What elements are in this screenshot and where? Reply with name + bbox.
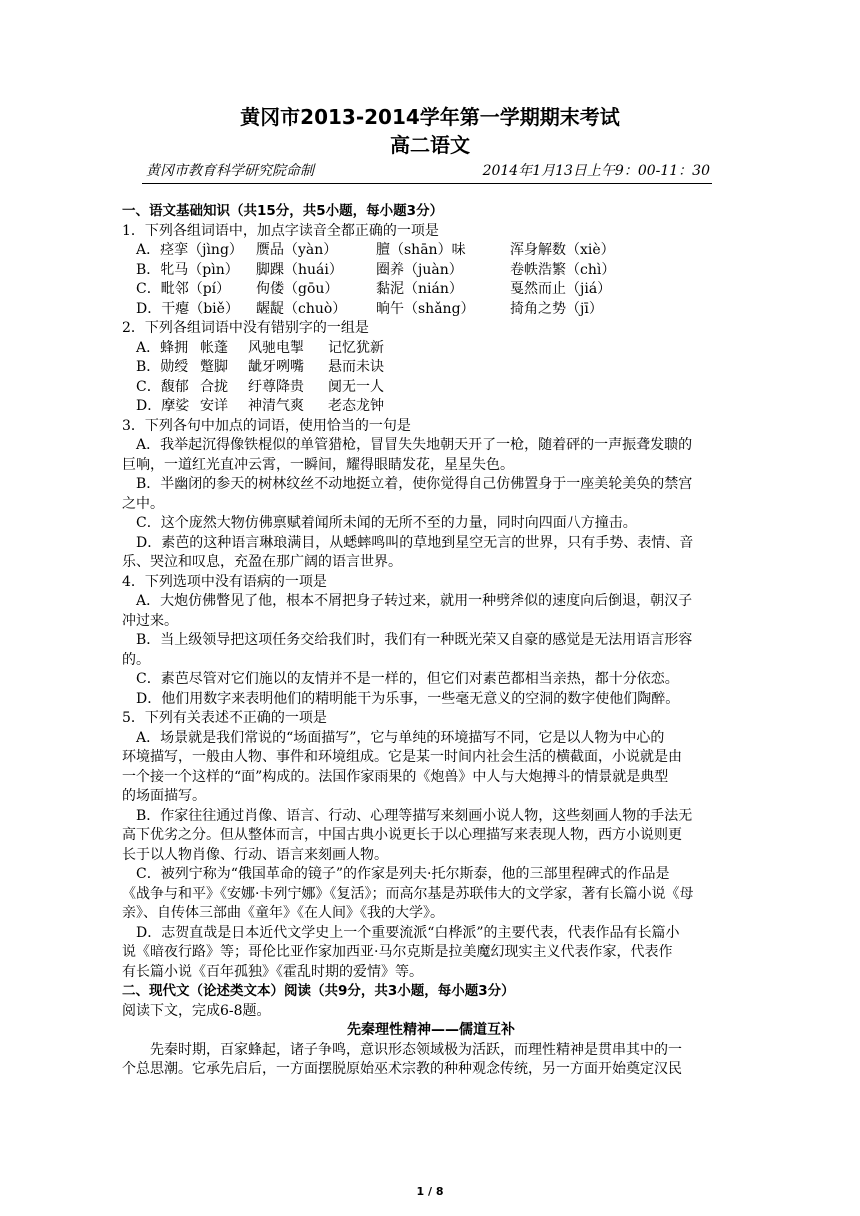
option-text: 长于以人物肖像、行动、语言来刻画人物。	[122, 846, 388, 863]
option-text: 《战争与和平》《安娜·卡列宁娜》《复活》；而高尔基是苏联伟大的文学家，著有长篇小说《母	[122, 885, 694, 902]
option-text: 巨响，一道红光直冲云霄，一瞬间，耀得眼睛发花，星星失色。	[122, 456, 514, 473]
section-heading: 二、现代文（论述类文本）阅读（共9分，共3小题，每小题3分）	[122, 983, 515, 999]
option-cell: 晌午（shǎng）	[376, 300, 475, 317]
option-cell: 老态龙钟	[328, 398, 384, 414]
option-cell: 膻（shān）味	[376, 242, 466, 258]
option-cell: 悬而未诀	[328, 359, 384, 375]
article-line: 个总思潮。它承先启后，一方面摆脱原始巫术宗教的种种观念传统，另一方面开始奠定汉民	[122, 1061, 682, 1077]
option-cell: 神清气爽	[248, 398, 304, 414]
option-row	[122, 358, 740, 378]
option-text: C．这个庞然大物仿佛禀赋着闻所未闻的无所不至的力量，同时向四面八方撞击。	[136, 515, 637, 531]
option-row	[122, 261, 740, 281]
question-stem: 2．下列各组词语中没有错别字的一组是	[122, 320, 369, 336]
option-text: 一个接一个这样的“面”构成的。法国作家雨果的《炮兽》中人与大炮搏斗的情景就是典型	[122, 768, 669, 785]
option-cell: 戛然而止（jiá）	[510, 281, 612, 297]
article-paragraph	[122, 1041, 740, 1080]
option-cell: A．蜂拥	[136, 339, 189, 356]
q1-options	[122, 241, 740, 319]
option-cell: 记忆犹新	[328, 339, 384, 356]
option-text: D．他们用数字来表明他们的精明能干为乐事，一些毫无意义的空洞的数字使他们陶醉。	[136, 690, 680, 707]
option-cell: 脚踝（huái）	[256, 261, 343, 278]
option-text: D．素芭的这种语言琳琅满目，从蟋蟀鸣叫的草地到星空无言的世界，只有手势、表情、音	[136, 534, 694, 551]
option-cell: 赝品（yàn）	[256, 242, 338, 258]
option-row	[122, 397, 740, 417]
option-text: 乐、哭泣和叹息，充盈在那广阔的语言世界。	[122, 554, 402, 570]
option-row	[122, 241, 740, 261]
option-row	[122, 339, 740, 359]
option-text: 冲过来。	[122, 612, 178, 629]
option-text: 环境描写，一般由人物、事件和环境组成。它是某一时间内社会生活的横截面，小说就是由	[122, 749, 682, 765]
option-cell: 龇牙咧嘴	[248, 359, 304, 375]
option-cell: 蹩脚	[200, 359, 228, 375]
option-cell: 卷帙浩繁（chì）	[510, 261, 616, 278]
question-stem: 3．下列各句中加点的词语，使用恰当的一句是	[122, 417, 411, 434]
option-text: 亲》、自传体三部曲《童年》《在人间》《我的大学》。	[122, 905, 444, 921]
option-text: B．作家往往通过肖像、语言、行动、心理等描写来刻画小说人物，这些刻画人物的手法无	[136, 807, 693, 824]
q5-options	[122, 729, 740, 983]
option-cell: 纡尊降贵	[248, 378, 304, 395]
question-stem: 5．下列有关表述不正确的一项是	[122, 710, 327, 726]
exam-subject: 高二语文	[390, 133, 470, 157]
option-cell: 风驰电掣	[248, 339, 304, 356]
option-text: 高下优劣之分。但从整体而言，中国古典小说更长于以心理描写来表现人物，西方小说则更	[122, 827, 682, 843]
option-cell: 掎角之势（jī）	[510, 300, 603, 317]
exam-title: 黄冈市2013-2014学年第一学期期末考试	[240, 105, 620, 129]
issuer: 黄冈市教育科学研究院命制	[146, 163, 314, 179]
reading-instruction: 阅读下文，完成6-8题。	[122, 1002, 271, 1019]
option-cell: 黏泥（nián）	[376, 281, 463, 297]
exam-subtitle	[142, 159, 712, 184]
option-text: 的场面描写。	[122, 788, 206, 804]
q3-options	[122, 436, 740, 573]
option-row	[122, 300, 740, 320]
option-cell: B．勋绶	[136, 359, 189, 375]
option-cell: D．摩娑	[136, 398, 190, 414]
option-cell: A．痉挛（jìng）	[136, 242, 243, 258]
option-text: B．半幽闭的参天的树林纹丝不动地挺立着，使你觉得自己仿佛置身于一座美轮美奂的禁宫	[136, 476, 693, 492]
q2-options	[122, 339, 740, 417]
article-title: 先秦理性精神——儒道互补	[347, 1022, 515, 1038]
option-cell: 帐蓬	[200, 339, 228, 356]
exam-content	[122, 202, 740, 1080]
option-text: A．场景就是我们常说的“场面描写”，它与单纯的环境描写不同，它是以人物为中心的	[136, 729, 665, 746]
question-stem: 1．下列各组词语中，加点字读音全都正确的一项是	[122, 222, 439, 239]
option-cell: 龌龊（chuò）	[256, 300, 347, 317]
option-text: 说《暗夜行路》等；哥伦比亚作家加西亚·马尔克斯是拉美魔幻现实主义代表作家，代表作	[122, 944, 673, 960]
option-row	[122, 378, 740, 398]
q4-options	[122, 592, 740, 709]
option-text: B．当上级领导把这项任务交给我们时，我们有一种既光荣又自豪的感觉是无法用语言形容	[136, 632, 693, 648]
article-line: 先秦时期，百家蜂起，诸子争鸣，意识形态领域极为活跃，而理性精神是贯串其中的一	[150, 1041, 682, 1058]
option-cell: 圈养（juàn）	[376, 261, 463, 278]
option-cell: B．牝马（pìn）	[136, 261, 239, 278]
exam-datetime: 2014年1月13日上午9：00-11：30	[482, 163, 710, 179]
option-cell: D．干瘪（biě）	[136, 300, 239, 317]
option-cell: C．毗邻（pí）	[136, 281, 231, 297]
option-text: C．素芭尽管对它们施以的友情并不是一样的，但它们对素芭都相当亲热，都十分依恋。	[136, 671, 679, 687]
option-text: 有长篇小说《百年孤独》《霍乱时期的爱情》等。	[122, 963, 423, 980]
option-text: 之中。	[122, 495, 164, 512]
option-text: C．被列宁称为“俄国革命的镜子”的作家是列夫·托尔斯泰，他的三部里程碑式的作品是	[136, 866, 670, 882]
option-cell: 佝偻（gōu）	[256, 281, 339, 297]
option-cell: 浑身解数（xiè）	[510, 242, 615, 258]
option-cell: C．馥郁	[136, 378, 189, 395]
option-text: D．志贺直哉是日本近代文学史上一个重要流派“白桦派”的主要代表，代表作品有长篇小	[136, 924, 680, 941]
option-row	[122, 280, 740, 300]
option-cell: 阒无一人	[328, 378, 384, 395]
option-text: 的。	[122, 651, 150, 668]
page-number: 1 / 8	[416, 1185, 444, 1198]
question-stem: 4．下列选项中没有语病的一项是	[122, 573, 327, 590]
option-cell: 安详	[200, 398, 228, 414]
option-cell: 合拢	[200, 378, 228, 395]
option-text: A．我举起沉得像铁棍似的单管猎枪，冒冒失失地朝天开了一枪，随着砰的一声振聋发聩的	[136, 437, 693, 453]
option-text: A．大炮仿佛瞥见了他，根本不屑把身子转过来，就用一种劈斧似的速度向后倒退，朝汉子	[136, 593, 693, 609]
section-heading: 一、语文基础知识（共15分，共5小题，每小题3分）	[122, 203, 444, 219]
